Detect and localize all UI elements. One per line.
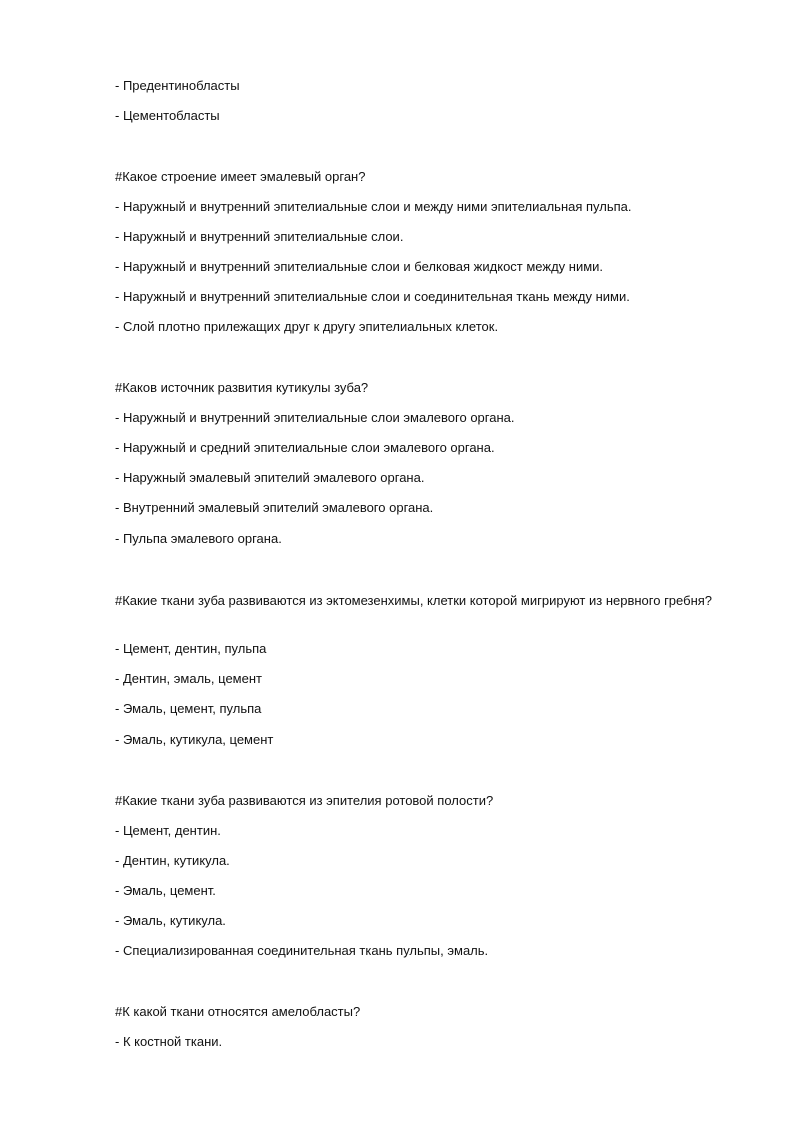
answer-line: - Цементобласты bbox=[115, 108, 220, 123]
answer-line: - Внутренний эмалевый эпителий эмалевого органа. bbox=[115, 500, 434, 515]
answer-line: - Цемент, дентин, пульпа bbox=[115, 641, 267, 656]
answer-line: - Эмаль, кутикула. bbox=[115, 913, 226, 928]
question-line: #Какие ткани зуба развиваются из эктомезенхимы, клетки которой мигрируют из нервного гребня? bbox=[115, 593, 713, 608]
answer-line: - Дентин, эмаль, цемент bbox=[115, 671, 262, 686]
answer-line: - Слой плотно прилежащих друг к другу эпителиальных клеток. bbox=[115, 319, 499, 334]
answer-line: - Наружный и средний эпителиальные слои эмалевого органа. bbox=[115, 440, 495, 455]
answer-line: - Эмаль, цемент, пульпа bbox=[115, 701, 262, 716]
answer-line: - Эмаль, кутикула, цемент bbox=[115, 732, 274, 747]
answer-line: - Пульпа эмалевого органа. bbox=[115, 531, 282, 546]
answer-line: - Наружный и внутренний эпителиальные слои эмалевого органа. bbox=[115, 410, 515, 425]
answer-line: - Специализированная соединительная ткань пульпы, эмаль. bbox=[115, 943, 489, 958]
question-line: #Каков источник развития кутикулы зуба? bbox=[115, 380, 369, 395]
answer-line: - Наружный эмалевый эпителий эмалевого органа. bbox=[115, 470, 425, 485]
answer-line: - Дентин, кутикула. bbox=[115, 853, 230, 868]
question-line: #Какое строение имеет эмалевый орган? bbox=[115, 169, 366, 184]
question-line: #К какой ткани относятся амелобласты? bbox=[115, 1004, 361, 1019]
question-line: #Какие ткани зуба развиваются из эпителия ротовой полости? bbox=[115, 793, 494, 808]
answer-line: - Наружный и внутренний эпителиальные слои и соединительная ткань между ними. bbox=[115, 289, 630, 304]
answer-line: - Эмаль, цемент. bbox=[115, 883, 216, 898]
answer-line: - Наружный и внутренний эпителиальные слои. bbox=[115, 229, 404, 244]
answer-line: - Наружный и внутренний эпителиальные слои и между ними эпителиальная пульпа. bbox=[115, 199, 632, 214]
answer-line: - Наружный и внутренний эпителиальные слои и белковая жидкост между ними. bbox=[115, 259, 604, 274]
answer-line: - Цемент, дентин. bbox=[115, 823, 221, 838]
answer-line: - К костной ткани. bbox=[115, 1034, 223, 1049]
answer-line: - Предентинобласты bbox=[115, 78, 240, 93]
